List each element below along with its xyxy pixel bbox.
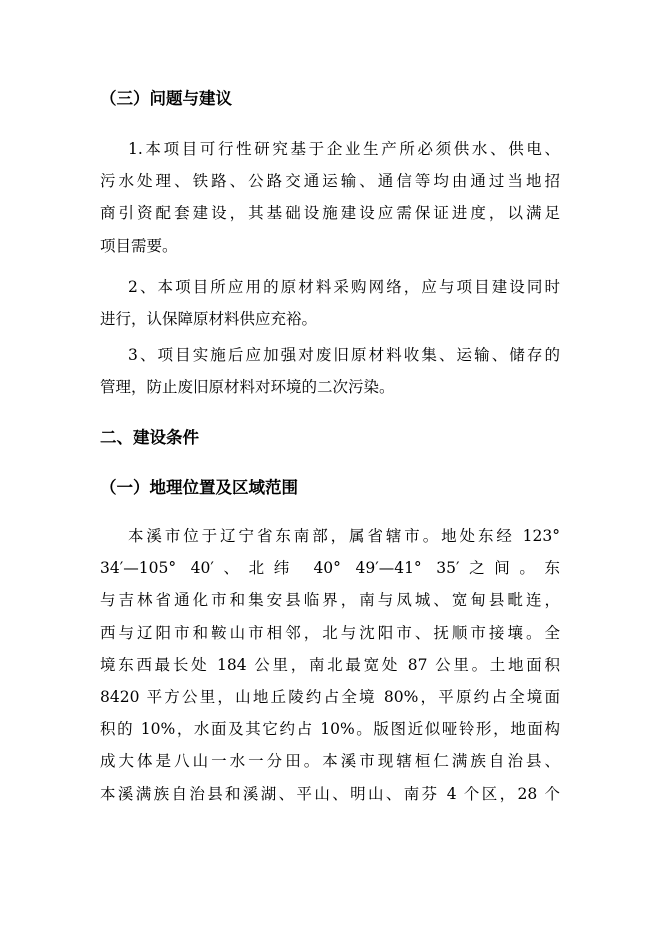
paragraph-line: 8420 平方公里，山地丘陵约占全境 80%，平原约占全境面 <box>100 687 560 706</box>
paragraph-line: 境东西最长处 184 公里，南北最宽处 87 公里。土地面积 <box>100 655 560 674</box>
paragraph-line: 2、本项目所应用的原材料采购网络，应与项目建设同时 <box>128 278 560 296</box>
paragraph-line: 商引资配套建设，其基础设施建设应需保证进度，以满足 <box>100 204 560 223</box>
paragraph-line: 与吉林省通化市和集安县临界，南与凤城、宽甸县毗连， <box>100 591 560 610</box>
paragraph-line: 西与辽阳市和鞍山市相邻，北与沈阳市、抚顺市接壤。全 <box>100 623 560 642</box>
paragraph-item-3 <box>100 339 560 403</box>
paragraph-line: 本溪市位于辽宁省东南部，属省辖市。地处东经 123° <box>128 527 560 545</box>
paragraph-line: 管理，防止废旧原材料对环境的二次污染。 <box>100 378 395 397</box>
section-heading-construction-conditions: 二、建设条件 <box>100 428 199 447</box>
paragraph-line: 污水处理、铁路、公路交通运输、通信等均由通过当地招 <box>100 172 560 191</box>
paragraph-line: 34′—105° 40′、北纬 40° 49′—41° 35′之间。东 <box>100 559 560 578</box>
paragraph-line: 本溪满族自治县和溪湖、平山、明山、南芬 4 个区，28 个 <box>100 784 560 803</box>
paragraph-item-1 <box>100 133 560 262</box>
section-heading-problems-suggestions: （三）问题与建议 <box>100 89 232 108</box>
paragraph-line: 进行，认保障原材料供应充裕。 <box>100 310 318 329</box>
paragraph-line: 1.本项目可行性研究基于企业生产所必须供水、供电、 <box>128 140 560 158</box>
paragraph-line: 成大体是八山一水一分田。本溪市现辖桓仁满族自治县、 <box>100 752 560 771</box>
paragraph-line: 项目需要。 <box>100 236 178 255</box>
paragraph-line: 3、项目实施后应加强对废旧原材料收集、运输、储存的 <box>128 346 560 364</box>
section-heading-geographic-location: （一）地理位置及区域范围 <box>100 478 298 497</box>
paragraph-geography <box>100 520 560 810</box>
paragraph-item-2 <box>100 271 560 335</box>
paragraph-line: 积的 10%，水面及其它约占 10%。版图近似哑铃形，地面构 <box>100 720 560 739</box>
